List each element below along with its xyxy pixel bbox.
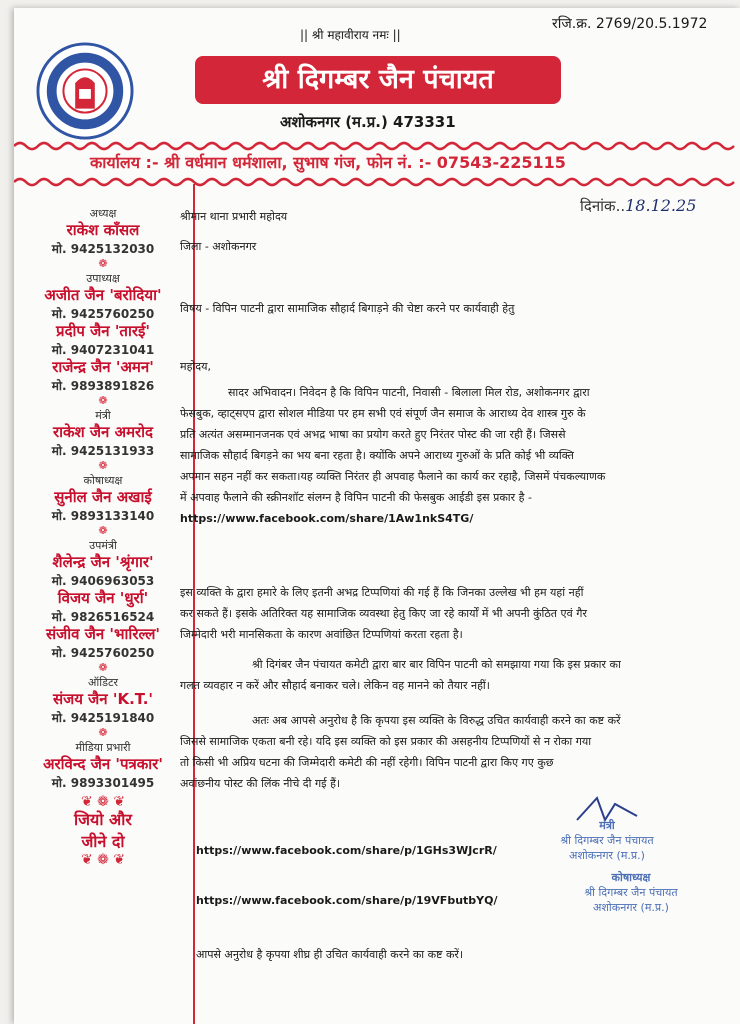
date-value: 18.12.25 [625,196,697,215]
official-mobile: मो. 9407231041 [51,343,155,357]
ornament-icon: ❦ ❁ ❦ [80,794,126,810]
facebook-link[interactable]: https://www.facebook.com/share/1Aw1nkS4TG/ [180,512,474,525]
office-address-line: कार्यालय :- श्री वर्धमान धर्मशाला, सुभाष गंज, फोन नं. :- 07543-225115 [90,153,566,172]
treasurer-stamp: कोषाध्यक्ष श्री दिगम्बर जैन पंचायत अशोकनगर (म.प्र.) [584,871,678,914]
registration-number: रजि.क्र. 2769/20.5.1972 [552,16,708,32]
official-mobile: मो. 9893891826 [51,379,155,393]
official-mobile: मो. 9425760250 [51,646,155,660]
official-name: राकेश काँसल [66,221,140,239]
official-mobile: मो. 9406963053 [51,574,155,588]
official-mobile: मो. 9425131933 [51,444,155,458]
recipient-line-1: श्रीमान थाना प्रभारी महोदय [180,210,288,223]
official-name: संजीव जैन 'भारिल्ल' [46,625,160,643]
official-role: मंत्री [95,409,111,422]
flower-icon: ❁ [98,394,108,407]
org-address: अशोकनगर (म.प्र.) 473331 [280,113,456,131]
official-name: सुनील जैन अखाई [54,488,152,506]
facebook-post-link-2[interactable]: https://www.facebook.com/share/p/19VFbutbYQ/ [196,894,498,907]
paragraph-1: सादर अभिवादन। निवेदन है कि विपिन पाटनी, निवासी - बिलाला मिल रोड, अशोकनगर द्वारा फेसबुक, व्हाट्सएप द्वारा सोशल मीडिया पर हम सभी एवं संपूर्ण जैन समाज के आराध्य देव शास्त्र गुरु के प्रति अत्यंत असम्मानजनक एवं अभद्र भाषा का प्रयोग करते हुए निरंतर पोस्ट की जा रही हैं। जिससे सामाजिक सौहार्द बिगड़ने का भय बना रहता है। क्योंकि अपने आराध्य गुरुओं के प्रति कोई भी व्यक्ति अपमान सहन नहीं कर सकता।यह व्यक्ति निरंतर ही अपवाह फैलाने का कार्य कर रहाहै, जिसमें पंचकल्याणक में अपवाह फैलाने की स्क्रीनशॉट संलग्न है विपिन पाटनी की फेसबुक आईडी इस प्रकार है - https://www.facebook.com/share/1Aw1nkS4TG/ [180,382,736,529]
motto-line: जीने दो [81,832,125,851]
official-name: विजय जैन 'धुर्रा' [57,589,149,607]
official-role: उपाध्यक्ष [86,272,120,285]
official-mobile: मो. 9893133140 [51,509,155,523]
official-role: अध्यक्ष [89,207,117,220]
official-name: शैलेन्द्र जैन 'श्रृंगार' [52,553,154,571]
org-title: श्री दिगम्बर जैन पंचायत [195,56,561,104]
paragraph-2: इस व्यक्ति के द्वारा हमारे के लिए इतनी अभद्र टिप्पणियां की गई हैं कि जिनका उल्लेख भी हम यहां नहीं कर सकते हैं। इसके अतिरिक्त यह सामाजिक व्यवस्था हेतु किए जा रहे कार्यों में भी अपनी कुंठित एवं गैर जिम्मेदारी भरी मानसिकता के कारण अवांछित टिप्पणियां करता रहता है। [180,586,587,641]
officials-sidebar [14,206,192,867]
official-role: ऑडिटर [87,676,119,689]
paragraph-3: श्री दिगंबर जैन पंचायत कमेटी द्वारा बार बार विपिन पाटनी को समझाया गया कि इस प्रकार का गलत व्यवहार न करें और सौहार्द बनाकर चले। लेकिन वह मानने को तैयार नहीं। [180,658,621,692]
official-name: अरविन्द जैन 'पत्रकार' [43,755,163,773]
official-name: अजीत जैन 'बरोदिया' [44,286,162,304]
flower-icon: ❁ [98,726,108,739]
recipient-line-2: जिला - अशोकनगर [180,240,257,253]
motto-line: जियो और [74,810,132,829]
org-logo [36,42,134,140]
official-mobile: मो. 9425760250 [51,307,155,321]
paragraph-4: अतः अब आपसे अनुरोध है कि कृपया इस व्यक्ति के विरुद्ध उचित कार्यवाही करने का कष्ट करें जिससे सामाजिक एकता बनी रहे। यदि इस व्यक्ति को इस प्रकार की असहनीय टिप्पणियों से न रोका गया तो किसी भी अप्रिय घटना की जिम्मेदारी कमेटी की नहीं रहेगी। विपिन पाटनी द्वारा किए गए कुछ अवांछनीय पोस्ट की लिंक नीचे दी गई हैं। [180,714,621,790]
red-wave-border-bottom [14,176,740,188]
official-role: उपमंत्री [89,539,117,552]
facebook-post-link-1[interactable]: https://www.facebook.com/share/p/1GHs3WJcrR/ [196,844,497,857]
official-mobile: मो. 9826516524 [51,610,155,624]
secretary-stamp: मंत्री श्री दिगम्बर जैन पंचायत अशोकनगर (म.प्र.) [532,790,682,863]
official-mobile: मो. 9425132030 [51,242,155,256]
official-name: राजेन्द्र जैन 'अमन' [52,358,154,376]
official-role: मीडिया प्रभारी [75,741,131,754]
date-label: दिनांक.. [580,197,626,215]
flower-icon: ❁ [98,459,108,472]
flower-icon: ❁ [98,524,108,537]
invocation-text: || श्री महावीराय नमः || [300,28,401,42]
official-name: राकेश जैन अमरोद [52,423,154,441]
official-mobile: मो. 9425191840 [51,711,155,725]
salutation: महोदय, [180,360,211,373]
official-mobile: मो. 9893301495 [51,776,155,790]
ornament-icon: ❦ ❁ ❦ [80,852,126,868]
official-role: कोषाध्यक्ष [83,474,123,487]
flower-icon: ❁ [98,661,108,674]
closing-request: आपसे अनुरोध है कृपया शीघ्र ही उचित कार्यवाही करने का कष्ट करें। [196,948,464,961]
official-name: संजय जैन 'K.T.' [52,690,154,708]
flower-icon: ❁ [98,257,108,270]
official-name: प्रदीप जैन 'तारई' [56,322,150,340]
subject-line: विषय - विपिन पाटनी द्वारा सामाजिक सौहार्द बिगाड़ने की चेष्टा करने पर कार्यवाही हेतु [180,302,515,315]
